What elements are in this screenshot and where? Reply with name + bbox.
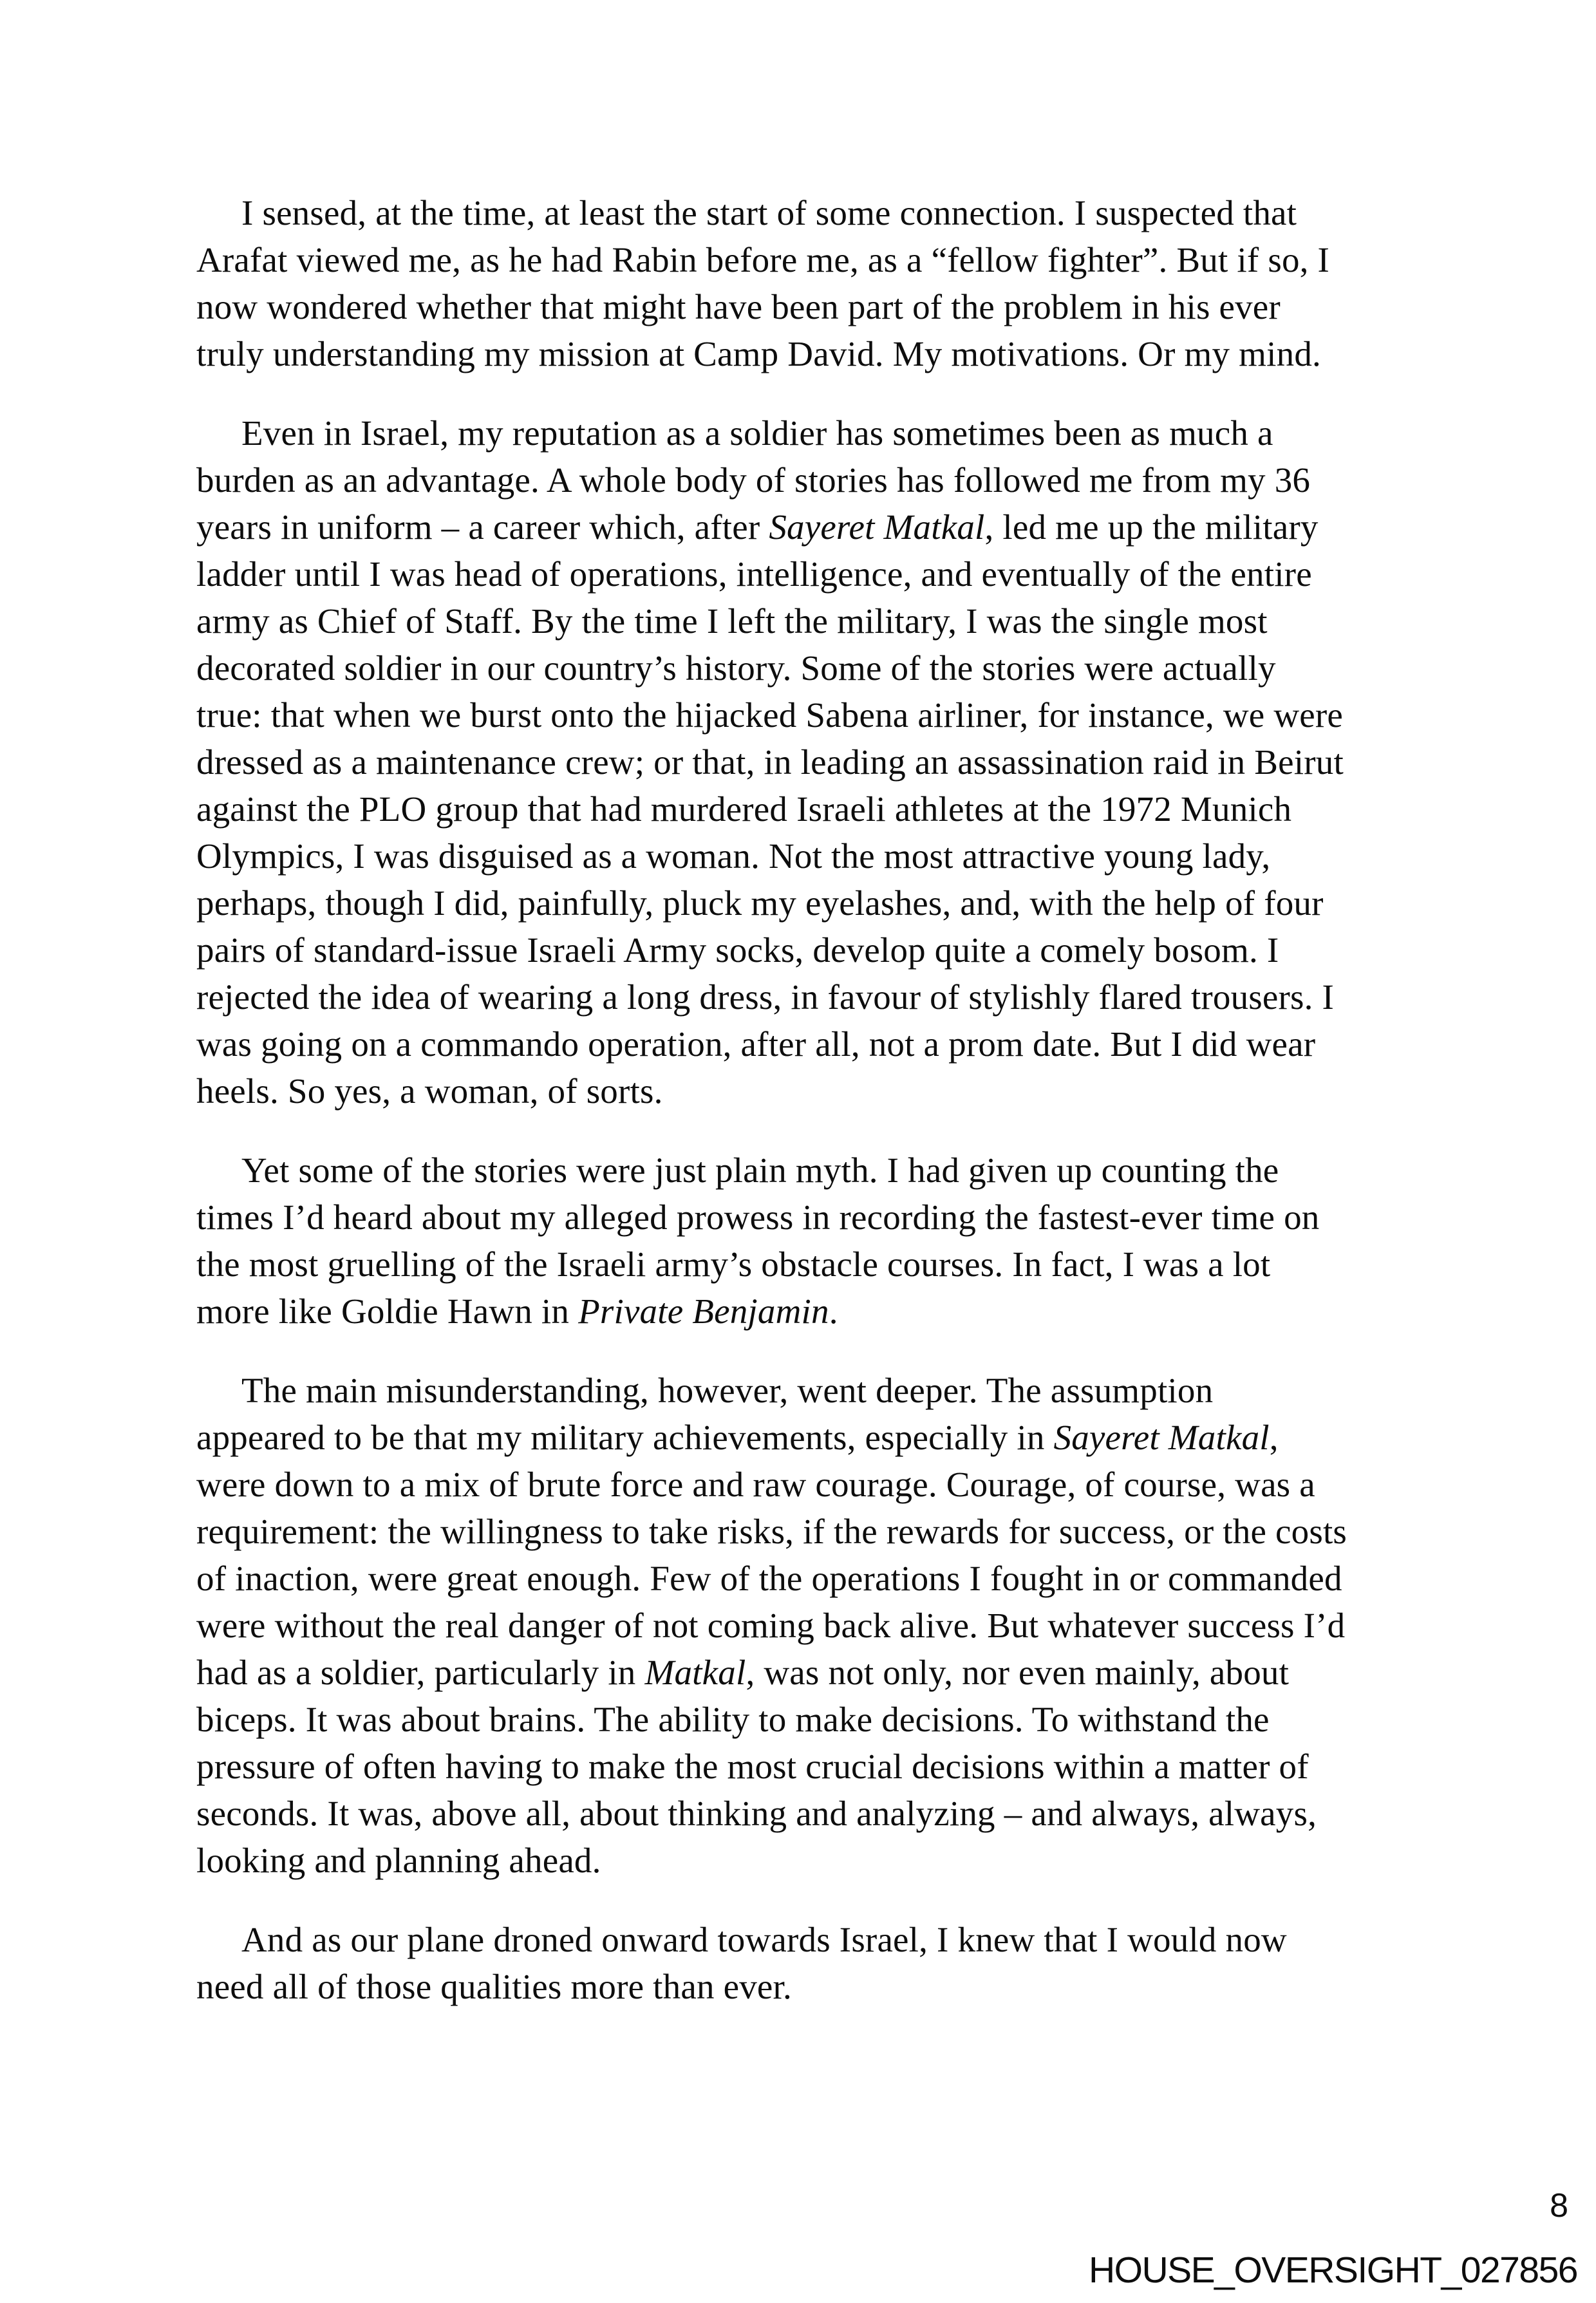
text-line [196, 1790, 1402, 1837]
text-line [196, 1743, 1402, 1790]
text-line [196, 283, 1402, 330]
text-segment: were without the real danger of not coming back alive. But whatever success I’d [196, 1606, 1346, 1645]
text-line [196, 1288, 1402, 1335]
text-line [196, 1067, 1402, 1114]
text-line [196, 879, 1402, 926]
text-segment: perhaps, though I did, painfully, pluck my eyelashes, and, with the help of four [196, 883, 1324, 923]
text-line [196, 456, 1402, 503]
text-line [196, 926, 1402, 973]
text-line [196, 1414, 1402, 1461]
text-line [196, 1194, 1402, 1241]
page-number: 8 [1550, 2187, 1568, 2224]
text-segment: , led me up the military [984, 507, 1319, 547]
text-segment: was going on a commando operation, after all, not a prom date. But I did wear [196, 1024, 1316, 1064]
text-segment: ladder until I was head of operations, intelligence, and eventually of the entire [196, 554, 1312, 594]
italic-text-segment: Sayeret Matkal [769, 507, 985, 547]
text-line [196, 330, 1402, 377]
text-block [196, 189, 1402, 2042]
text-segment: requirement: the willingness to take risks, if the rewards for success, or the costs [196, 1512, 1347, 1551]
text-segment: against the PLO group that had murdered Israeli athletes at the 1972 Munich [196, 789, 1292, 829]
text-line [196, 597, 1402, 644]
text-segment: dressed as a maintenance crew; or that, in leading an assassination raid in Beirut [196, 742, 1344, 782]
text-segment: true: that when we burst onto the hijacked Sabena airliner, for instance, we were [196, 695, 1343, 735]
text-segment: more like Goldie Hawn in [196, 1292, 579, 1331]
text-line [196, 738, 1402, 785]
text-segment: appeared to be that my military achievements, especially in [196, 1418, 1054, 1457]
text-segment: pairs of standard-issue Israeli Army socks, develop quite a comely bosom. I [196, 930, 1279, 970]
text-line [196, 1461, 1402, 1508]
bates-stamp: HOUSE_OVERSIGHT_027856 [1088, 2250, 1577, 2291]
text-line [196, 1555, 1402, 1602]
text-segment: years in uniform – a career which, after [196, 507, 769, 547]
text-line [196, 1367, 1402, 1414]
text-line [196, 785, 1402, 832]
paragraph [196, 409, 1402, 1114]
text-segment: I sensed, at the time, at least the start of some connection. I suspected that [241, 193, 1297, 232]
paragraph [196, 1367, 1402, 1884]
text-segment: looking and planning ahead. [196, 1841, 601, 1880]
text-line [196, 1837, 1402, 1884]
italic-text-segment: Sayeret Matkal [1053, 1418, 1270, 1457]
text-line [196, 236, 1402, 283]
text-line [196, 1602, 1402, 1649]
text-segment: Yet some of the stories were just plain myth. I had given up counting the [241, 1151, 1279, 1190]
text-segment: now wondered whether that might have been part of the problem in his ever [196, 287, 1281, 326]
text-line [196, 503, 1402, 550]
text-segment: pressure of often having to make the most crucial decisions within a matter of [196, 1747, 1309, 1786]
text-line [196, 1963, 1402, 2010]
text-segment: heels. So yes, a woman, of sorts. [196, 1071, 663, 1111]
text-line [196, 644, 1402, 691]
text-segment: decorated soldier in our country’s history. Some of the stories were actually [196, 648, 1276, 688]
text-line [196, 691, 1402, 738]
text-segment: Olympics, I was disguised as a woman. Not the most attractive young lady, [196, 836, 1271, 876]
text-segment: burden as an advantage. A whole body of stories has followed me from my 36 [196, 460, 1311, 500]
text-segment: , [1269, 1418, 1279, 1457]
text-segment: The main misunderstanding, however, went deeper. The assumption [241, 1371, 1214, 1410]
text-line [196, 1147, 1402, 1194]
text-segment: truly understanding my mission at Camp David. My motivations. Or my mind. [196, 334, 1321, 373]
text-segment: the most gruelling of the Israeli army’s obstacle courses. In fact, I was a lot [196, 1245, 1271, 1284]
paragraph [196, 1147, 1402, 1335]
text-line [196, 550, 1402, 597]
text-line [196, 1649, 1402, 1696]
text-line [196, 189, 1402, 236]
text-segment: seconds. It was, above all, about thinking and analyzing – and always, always, [196, 1794, 1317, 1833]
paragraph [196, 189, 1402, 377]
text-line [196, 1508, 1402, 1555]
text-segment: were down to a mix of brute force and raw courage. Courage, of course, was a [196, 1465, 1315, 1504]
text-segment: , was not only, nor even mainly, about [746, 1653, 1290, 1692]
text-line [196, 973, 1402, 1020]
text-segment: Arafat viewed me, as he had Rabin before me, as a “fellow fighter”. But if so, I [196, 240, 1330, 279]
text-line [196, 1916, 1402, 1963]
text-segment: of inaction, were great enough. Few of the operations I fought in or commanded [196, 1559, 1342, 1598]
text-segment: . [829, 1292, 838, 1331]
text-line [196, 1696, 1402, 1743]
text-line [196, 832, 1402, 879]
text-segment: biceps. It was about brains. The ability to make decisions. To withstand the [196, 1700, 1270, 1739]
text-segment: And as our plane droned onward towards Israel, I knew that I would now [241, 1920, 1287, 1959]
paragraph [196, 1916, 1402, 2010]
text-segment: army as Chief of Staff. By the time I left the military, I was the single most [196, 601, 1268, 641]
text-segment: need all of those qualities more than ever. [196, 1967, 792, 2006]
text-segment: times I’d heard about my alleged prowess in recording the fastest-ever time on [196, 1198, 1320, 1237]
text-line [196, 1020, 1402, 1067]
text-segment: Even in Israel, my reputation as a soldier has sometimes been as much a [241, 413, 1273, 453]
text-line [196, 409, 1402, 456]
italic-text-segment: Private Benjamin [578, 1292, 829, 1331]
text-segment: rejected the idea of wearing a long dress, in favour of stylishly flared trousers. I [196, 977, 1335, 1017]
italic-text-segment: Matkal [644, 1653, 746, 1692]
text-line [196, 1241, 1402, 1288]
text-segment: had as a soldier, particularly in [196, 1653, 645, 1692]
